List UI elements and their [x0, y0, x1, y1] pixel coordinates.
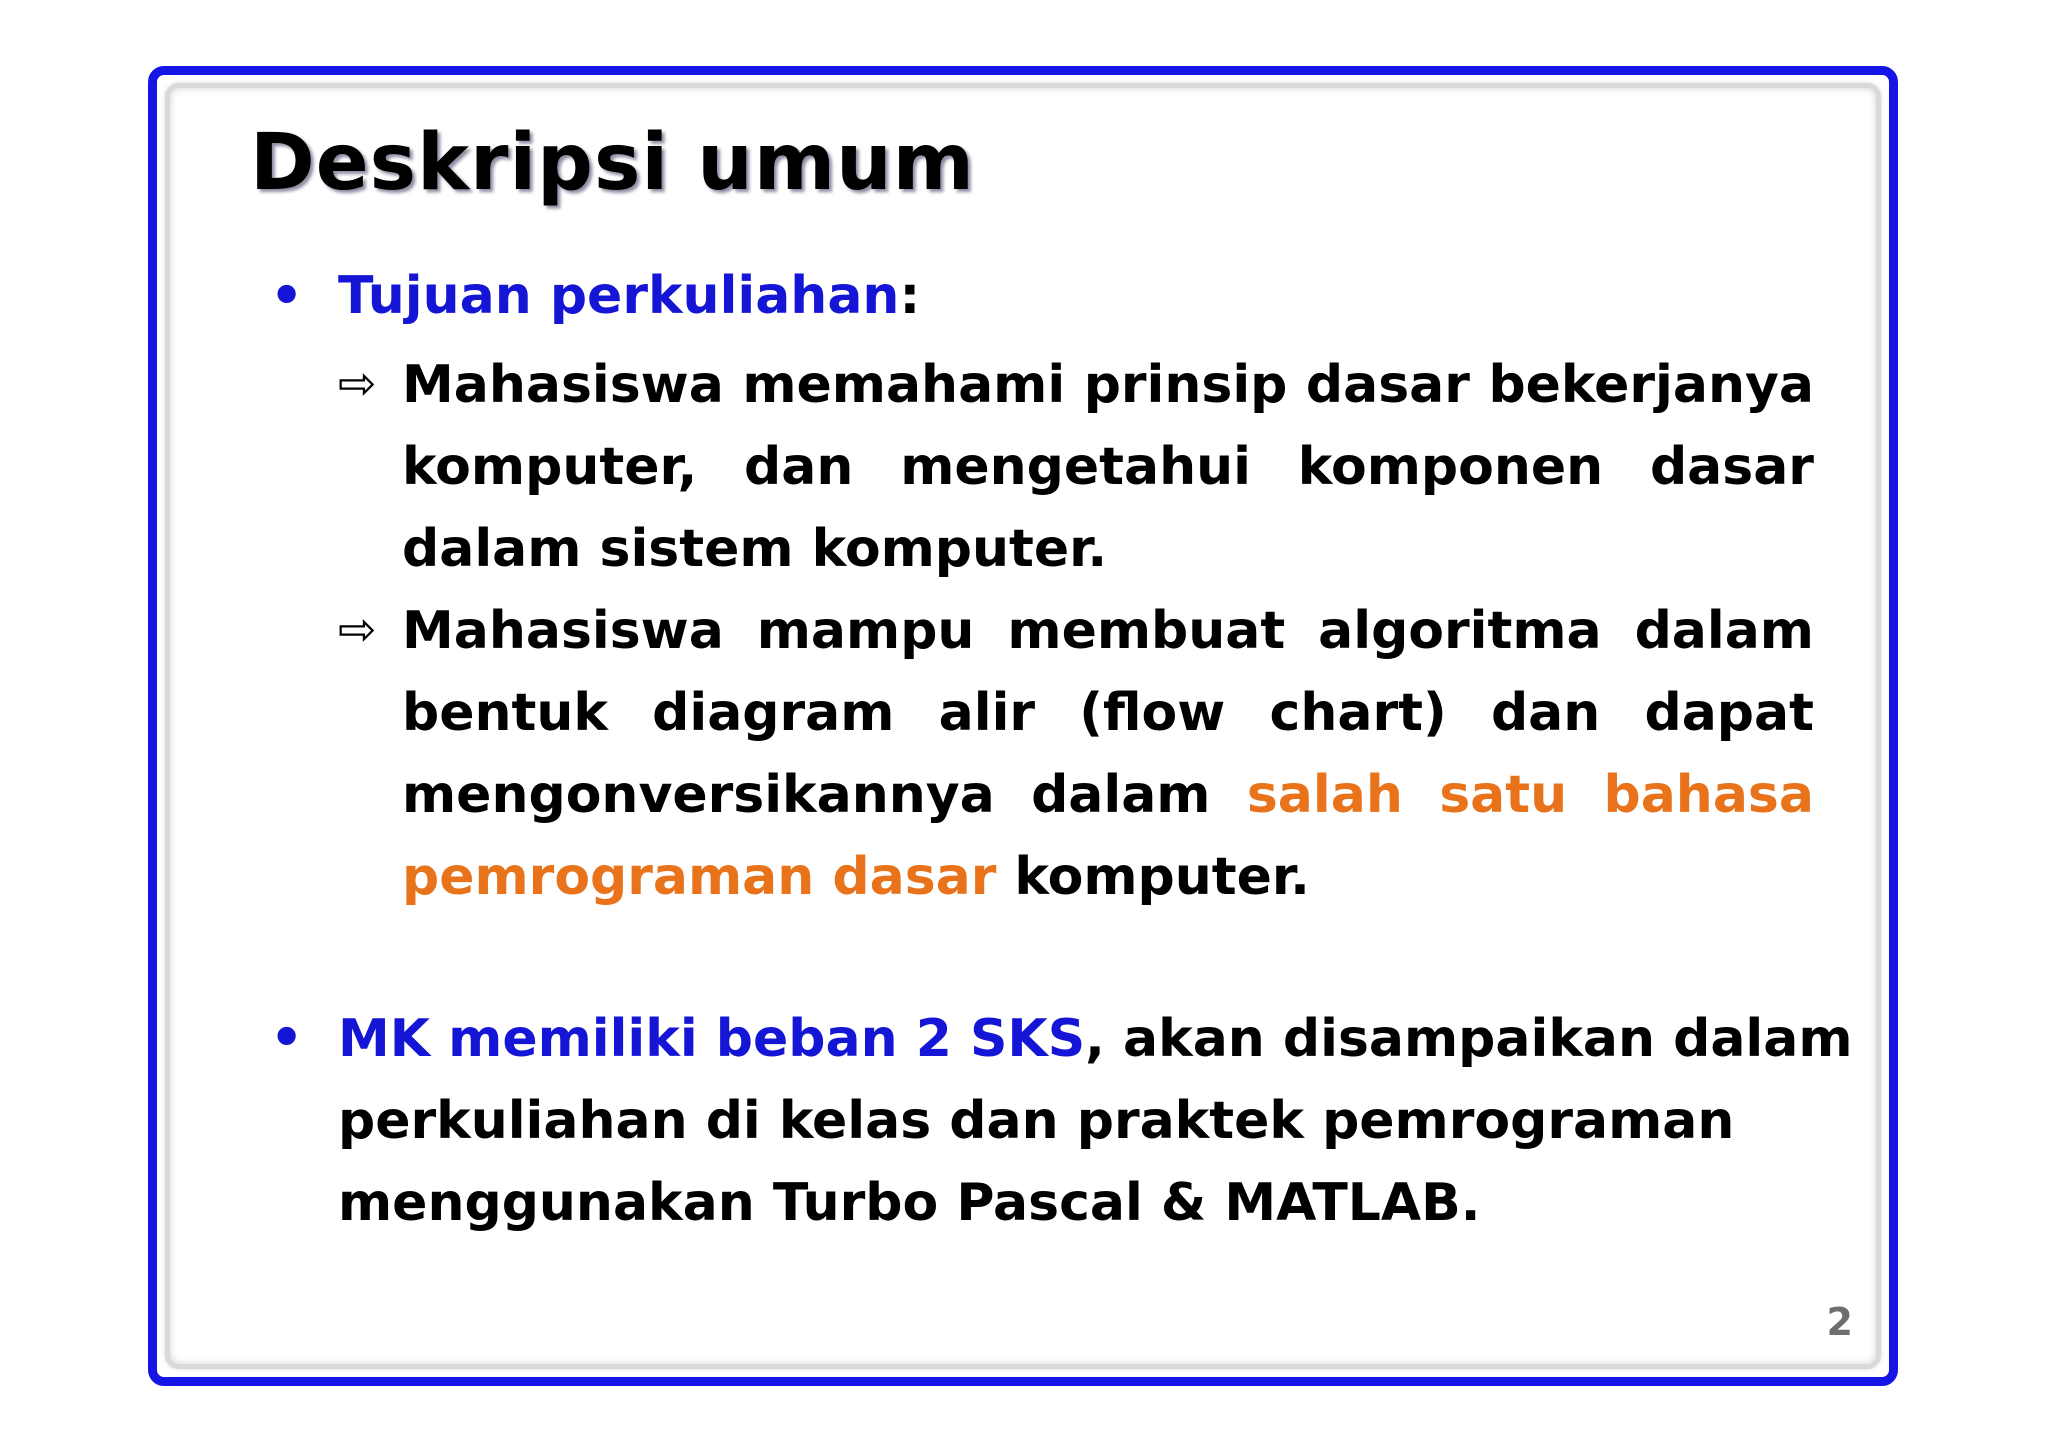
objective-2-line-4: pemrograman dasar komputer.: [402, 836, 1814, 918]
objective-1-line-2: komputer, dan mengetahui komponen dasar: [402, 437, 1814, 497]
objective-item-1: [402, 344, 1814, 590]
section1-heading-colon: :: [899, 266, 921, 326]
section2-highlight: MK memiliki beban 2 SKS: [338, 1009, 1086, 1069]
objective-1-line-3: dalam sistem komputer.: [402, 519, 1108, 579]
objective-2-line-3: mengonversikannya dalam salah satu bahasa: [402, 765, 1814, 825]
objective-1-line-1: Mahasiswa memahami prinsip dasar bekerjanya: [402, 355, 1814, 415]
objective-2-line-1: Mahasiswa mampu membuat algoritma dalam: [402, 601, 1814, 661]
highlight-orange-text: pemrograman dasar: [402, 847, 997, 907]
section2-paragraph: [338, 998, 1853, 1244]
page-number: 2: [1826, 1300, 1853, 1344]
bullet-icon: •: [270, 1008, 304, 1068]
section1-heading: [338, 266, 920, 326]
slide-title: Deskripsi umum: [250, 118, 975, 208]
section2-line-3: menggunakan Turbo Pascal & MATLAB.: [338, 1173, 1481, 1233]
section1-heading-text: Tujuan perkuliahan: [338, 266, 900, 326]
objective-item-2: [402, 590, 1814, 918]
arrow-right-icon: ⇨: [338, 602, 377, 656]
section2-line-1: MK memiliki beban 2 SKS, akan disampaikan dalam: [338, 1009, 1853, 1069]
section2-line-2: perkuliahan di kelas dan praktek pemrograman: [338, 1091, 1735, 1151]
objective-2-line-2: bentuk diagram alir (flow chart) dan dapat: [402, 683, 1814, 743]
arrow-right-icon: ⇨: [338, 356, 377, 410]
bullet-icon: •: [270, 266, 304, 326]
